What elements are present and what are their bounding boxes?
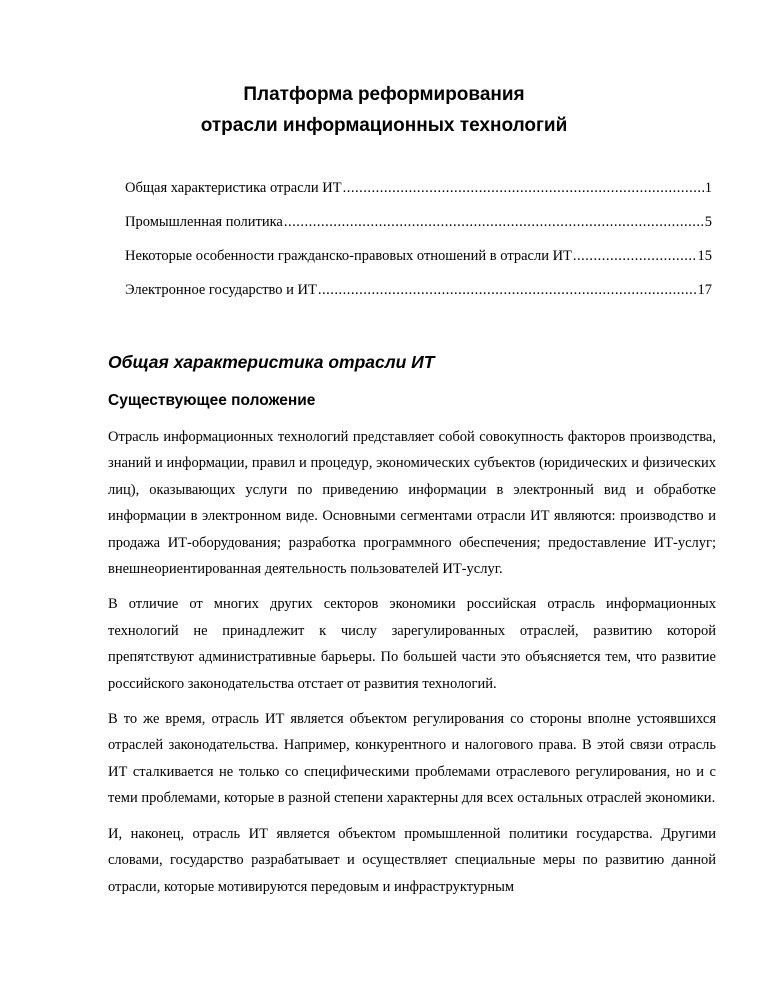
toc-entry-page: 5 xyxy=(704,214,712,230)
body-paragraph: В отличие от многих других секторов экономики российская отрасль информационных технологий не принадлежит к числу зарегулированных отраслей, развитию которой препятствуют административные барьеры. По большей части это объясняется тем, что развитие российского законодательства отстает от развития технологий. xyxy=(108,596,716,692)
toc-entry-label: Общая характеристика отрасли ИТ xyxy=(125,180,342,196)
body-paragraph: И, наконец, отрасль ИТ является объектом промышленной политики государства. Другими словами, государство разрабатывает и осуществляет специальные меры по развитию данной отрасли, которые мотивируются передовым и инфраструктурным xyxy=(108,825,716,895)
document-title-line-1: Платформа реформирования xyxy=(243,84,525,105)
toc-leader-dots xyxy=(573,248,697,265)
toc-entry[interactable] xyxy=(125,282,712,316)
toc-entry[interactable] xyxy=(125,248,712,282)
toc-entry[interactable] xyxy=(125,214,712,248)
body-paragraph: Отрасль информационных технологий представляет собой совокупность факторов производства, знаний и информации, правил и процедур, экономических субъектов (юридических и физических лиц), оказывающих услуги по приведению информации в электронный вид и обработке информации в электронном виде. Основными сегментами отрасли ИТ являются: производство и продажа ИТ-оборудования; разработка программного обеспечения; предоставление ИТ-услуг; внешнеориентированная деятельность пользователей ИТ-услуг. xyxy=(108,429,716,578)
toc-entry-label: Промышленная политика xyxy=(125,214,283,230)
toc-entry-page: 1 xyxy=(704,180,712,196)
section-body xyxy=(108,424,716,909)
toc-entry[interactable] xyxy=(125,180,712,214)
table-of-contents xyxy=(125,180,712,316)
toc-entry-page: 15 xyxy=(697,248,712,264)
toc-leader-dots xyxy=(343,180,704,197)
body-paragraph: В то же время, отрасль ИТ является объектом регулирования со стороны вполне устоявшихся отраслей законодательства. Например, конкурентного и налогового права. В этой связи отрасль ИТ сталкивается не только со специфическими проблемами отраслевого регулирования, но и с теми проблемами, которые в разной степени характерны для всех остальных отраслей экономики. xyxy=(108,711,716,807)
toc-entry-label: Электронное государство и ИТ xyxy=(125,282,317,298)
toc-entry-page: 17 xyxy=(697,282,712,298)
toc-leader-dots xyxy=(284,214,704,231)
toc-leader-dots xyxy=(318,282,697,299)
toc-entry-label: Некоторые особенности гражданско-правовых отношений в отрасли ИТ xyxy=(125,248,572,264)
section-subheading: Существующее положение xyxy=(108,392,316,409)
section-heading: Общая характеристика отрасли ИТ xyxy=(108,352,435,372)
document-title-line-2: отрасли информационных технологий xyxy=(200,115,568,136)
